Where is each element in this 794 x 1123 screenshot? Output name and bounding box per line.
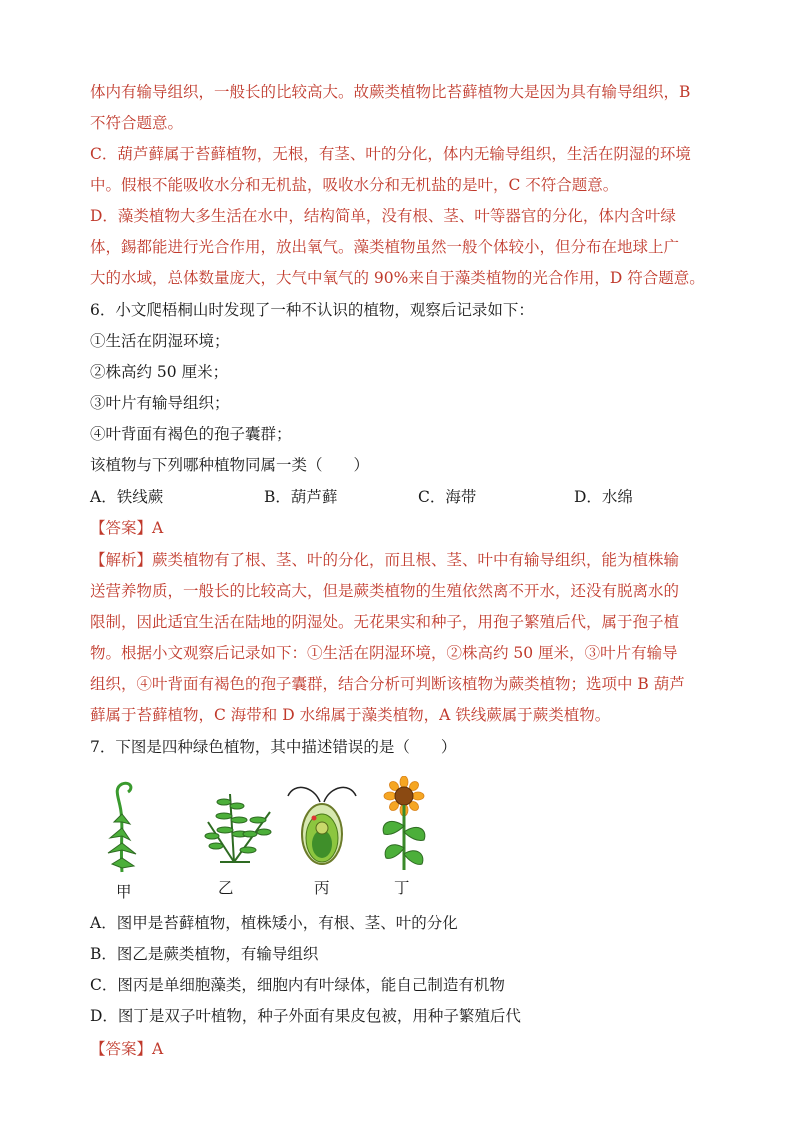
fern-plant-figure bbox=[200, 782, 278, 864]
figure-label-ding: 丁 bbox=[394, 879, 410, 897]
q6-observation-3: ③叶片有输导组织； bbox=[90, 394, 230, 412]
q6-option-b: B．葫芦藓 bbox=[264, 488, 338, 506]
q6-analysis-4: 物。根据小文观察后记录如下：①生活在阴湿环境，②株高约 50 厘米，③叶片有输导 bbox=[90, 644, 678, 662]
q7-option-a: A．图甲是苔藓植物，植株矮小，有根、茎、叶的分化 bbox=[90, 914, 458, 932]
q6-question: 该植物与下列哪种植物同属一类（ ） bbox=[90, 456, 370, 474]
q6-option-d: D．水绵 bbox=[574, 488, 633, 506]
analysis-tag: 【解析】 bbox=[90, 551, 153, 569]
figure-label-bing: 丙 bbox=[314, 879, 330, 897]
answer-value: A bbox=[152, 519, 164, 537]
q7-answer bbox=[90, 1039, 163, 1059]
q6-stem: 6．小文爬梧桐山时发现了一种不认识的植物，观察后记录如下： bbox=[90, 301, 534, 319]
q7-option-d: D．图丁是双子叶植物，种子外面有果皮包被，用种子繁殖后代 bbox=[90, 1007, 521, 1025]
q5-analysis-line-1: 体内有输导组织，一般长的比较高大。故蕨类植物比苔藓植物大是因为具有输导组织，B bbox=[90, 83, 691, 101]
q6-observation-2: ②株高约 50 厘米； bbox=[90, 363, 229, 381]
answer-tag: 【答案】 bbox=[90, 519, 153, 537]
q6-analysis-6: 藓属于苔藓植物，C 海带和 D 水绵属于藻类植物，A 铁线蕨属于蕨类植物。 bbox=[90, 706, 611, 724]
q6-analysis-5: 组织，④叶背面有褐色的孢子囊群，结合分析可判断该植物为蕨类植物；选项中 B 葫芦 bbox=[90, 675, 685, 693]
q5-analysis-line-2: 不符合题意。 bbox=[90, 114, 184, 132]
chlamydomonas-figure bbox=[284, 778, 360, 868]
q6-analysis-3: 限制，因此适宜生活在陆地的阴湿处。无花果实和种子，用孢子繁殖后代，属于孢子植 bbox=[90, 613, 680, 631]
q6-option-a: A．铁线蕨 bbox=[90, 488, 164, 506]
q7-option-c: C．图丙是单细胞藻类，细胞内有叶绿体，能自己制造有机物 bbox=[90, 976, 505, 994]
analysis-text: 蕨类植物有了根、茎、叶的分化，而且根、茎、叶中有输导组织，能为植株输 bbox=[152, 551, 680, 569]
answer-value: A bbox=[152, 1040, 164, 1058]
q6-observation-4: ④叶背面有褐色的孢子囊群； bbox=[90, 425, 292, 443]
q5-option-d-analysis-3: 大的水域，总体数量庞大，大气中氧气的 90%来自于藻类植物的光合作用，D 符合题意。 bbox=[90, 269, 705, 287]
moss-plant-figure bbox=[100, 778, 146, 874]
q7-stem: 7．下图是四种绿色植物，其中描述错误的是（ ） bbox=[90, 738, 457, 756]
q6-answer bbox=[90, 518, 163, 538]
q6-option-c: C．海带 bbox=[418, 488, 477, 506]
q6-analysis-1 bbox=[90, 550, 679, 570]
q5-option-c-analysis-1: C．葫芦藓属于苔藓植物，无根，有茎、叶的分化，体内无输导组织，生活在阴湿的环境 bbox=[90, 145, 691, 163]
q5-option-d-analysis-1: D．藻类植物大多生活在水中，结构简单，没有根、茎、叶等器官的分化，体内含叶绿 bbox=[90, 207, 676, 225]
figure-label-jia: 甲 bbox=[116, 883, 132, 901]
sunflower-figure bbox=[376, 776, 430, 872]
q5-option-c-analysis-2: 中。假根不能吸收水分和无机盐，吸收水分和无机盐的是叶，C 不符合题意。 bbox=[90, 176, 619, 194]
answer-tag: 【答案】 bbox=[90, 1040, 153, 1058]
q5-option-d-analysis-2: 体，錫都能进行光合作用，放出氧气。藻类植物虽然一般个体较小，但分布在地球上广 bbox=[90, 238, 680, 256]
q7-option-b: B．图乙是蕨类植物，有输导组织 bbox=[90, 945, 319, 963]
q6-observation-1: ①生活在阴湿环境； bbox=[90, 332, 230, 350]
figure-label-yi: 乙 bbox=[218, 879, 234, 897]
q6-analysis-2: 送营养物质，一般长的比较高大，但是蕨类植物的生殖依然离不开水，还没有脱离水的 bbox=[90, 582, 680, 600]
